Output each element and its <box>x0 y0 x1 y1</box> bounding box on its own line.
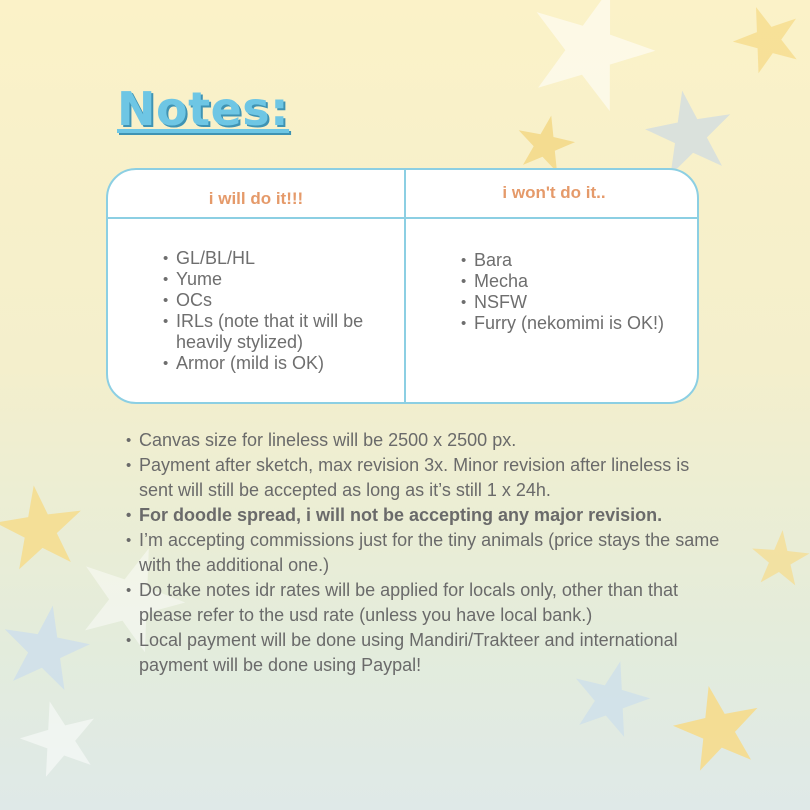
list-item: • NSFW <box>461 292 671 313</box>
note-item: • Payment after sketch, max revision 3x. Minor revision after lineless is sent will still be accepted as long as it’s still 1 x 24h. <box>126 453 726 503</box>
wont-do-header: i won't do it.. <box>502 183 606 202</box>
star-decoration <box>640 83 739 178</box>
star-decoration <box>749 528 810 587</box>
star-decoration <box>0 598 95 693</box>
page-title: Notes: <box>117 82 290 136</box>
star-decoration <box>13 691 106 780</box>
star-decoration <box>515 0 670 119</box>
note-item: • Canvas size for lineless will be 2500 x 2500 px. <box>126 428 726 453</box>
list-item: • Mecha <box>461 271 671 292</box>
note-item: • Do take notes idr rates will be applied for locals only, other than that please refer to the usd rate (unless you have local bank.) <box>126 578 726 628</box>
star-decoration <box>512 110 580 175</box>
list-item: • IRLs (note that it will be heavily stylized) <box>163 311 378 353</box>
will-do-list <box>163 248 378 374</box>
will-wont-table <box>106 168 699 404</box>
notes-list <box>126 428 726 678</box>
wont-do-list <box>461 250 671 334</box>
note-item: • Local payment will be done using Mandiri/Trakteer and international payment will be done using Paypal! <box>126 628 726 678</box>
list-item: • Furry (nekomimi is OK!) <box>461 313 671 334</box>
star-decoration <box>724 0 809 78</box>
will-do-header: i will do it!!! <box>208 189 304 208</box>
list-item: • Bara <box>461 250 671 271</box>
note-item: • I’m accepting commissions just for the tiny animals (price stays the same with the additional one.) <box>126 528 726 578</box>
list-item: • GL/BL/HL <box>163 248 378 269</box>
note-item-bold: • For doodle spread, i will not be accepting any major revision. <box>126 503 726 528</box>
column-divider <box>404 170 406 402</box>
star-decoration <box>666 677 767 774</box>
header-divider <box>108 217 697 219</box>
list-item: • Armor (mild is OK) <box>163 353 378 374</box>
list-item: • OCs <box>163 290 378 311</box>
star-decoration <box>0 479 88 571</box>
list-item: • Yume <box>163 269 378 290</box>
